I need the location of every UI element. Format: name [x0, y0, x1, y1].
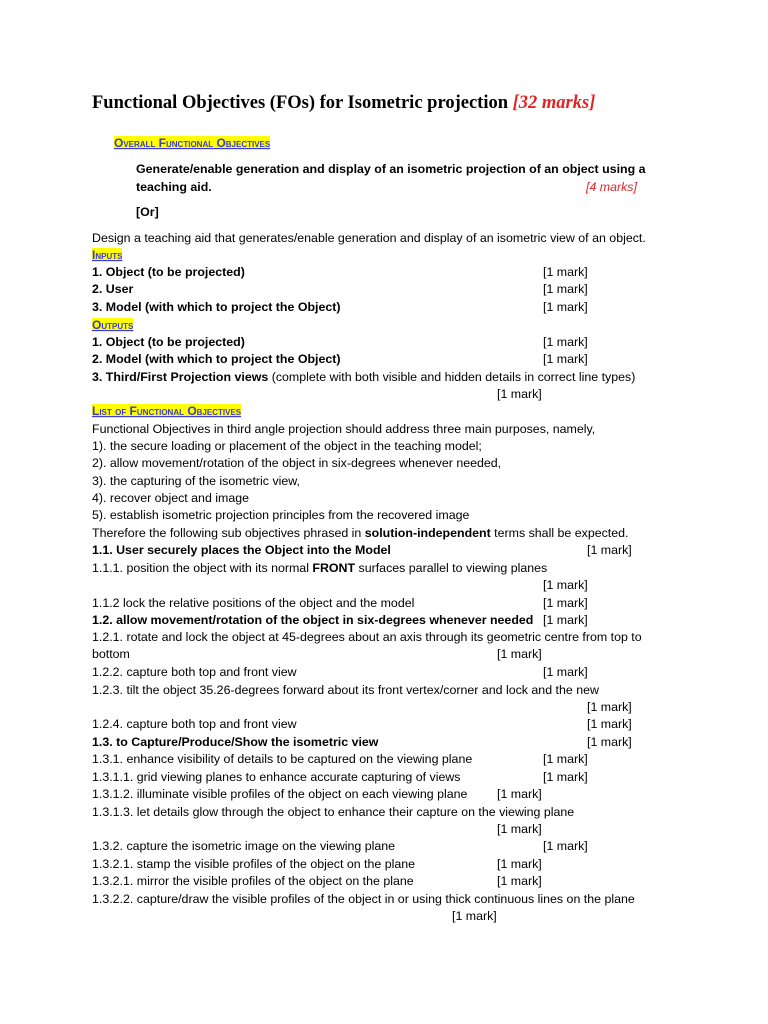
therefore-line: [92, 526, 628, 541]
o111-b: FRONT: [312, 561, 356, 575]
objective-1-2: 1.2. allow movement/rotation of the object in six-degrees whenever needed: [92, 613, 534, 627]
output-item-1-mark: [1 mark]: [543, 335, 588, 349]
output-item-3-bold: 3. Third/First Projection views: [92, 370, 269, 384]
purpose-5: 5). establish isometric projection principles from the recovered image: [92, 508, 470, 522]
output-item-3: [92, 370, 635, 385]
objective-1-3-2-2-mark: [1 mark]: [452, 909, 497, 923]
overall-line-2: teaching aid.: [136, 180, 212, 194]
overall-marks: [4 marks]: [586, 180, 637, 194]
objective-1-3-1-3-mark: [1 mark]: [497, 822, 542, 836]
design-line: Design a teaching aid that generates/enable generation and display of an isometric view of an object.: [92, 231, 646, 245]
title-text: Functional Objectives (FOs) for Isometric projection: [92, 93, 513, 113]
purpose-1: 1). the secure loading or placement of the object in the teaching model;: [92, 439, 482, 453]
overall-line-1: Generate/enable generation and display of an isometric projection of an object using a: [136, 162, 646, 176]
objective-1-3-2-1-stamp-mark: [1 mark]: [497, 857, 542, 871]
output-item-3-rest: (complete with both visible and hidden details in correct line types): [268, 370, 636, 384]
output-item-2: 2. Model (with which to project the Object): [92, 352, 341, 366]
input-item-2: 2. User: [92, 282, 134, 296]
overall-heading-line: [114, 136, 270, 151]
o111-c: surfaces parallel to viewing planes: [355, 561, 548, 575]
objective-1-3: 1.3. to Capture/Produce/Show the isometric view: [92, 735, 379, 749]
overall-heading: Overall Functional Objectives: [114, 136, 271, 150]
objective-1-2-1-mark: [1 mark]: [497, 647, 542, 661]
purpose-3: 3). the capturing of the isometric view,: [92, 474, 300, 488]
input-item-1-mark: [1 mark]: [543, 265, 588, 279]
input-item-3-mark: [1 mark]: [543, 300, 588, 314]
list-heading-line: [92, 404, 241, 419]
objective-1-3-1: 1.3.1. enhance visibility of details to be captured on the viewing plane: [92, 752, 473, 766]
objective-1-2-4: 1.2.4. capture both top and front view: [92, 717, 297, 731]
objective-1-3-2-1-mirror: 1.3.2.1. mirror the visible profiles of the object on the plane: [92, 874, 414, 888]
objective-1-3-1-1-mark: [1 mark]: [543, 770, 588, 784]
objective-1-2-mark: [1 mark]: [543, 613, 588, 627]
o111-a: 1.1.1. position the object with its normal: [92, 561, 313, 575]
input-item-2-mark: [1 mark]: [543, 282, 588, 296]
objective-1-3-2: 1.3.2. capture the isometric image on the viewing plane: [92, 839, 396, 853]
objective-1-3-1-2: 1.3.1.2. illuminate visible profiles of the object on each viewing plane: [92, 787, 468, 801]
objective-1-3-1-3: 1.3.1.3. let details glow through the object to enhance their capture on the viewing plane: [92, 805, 575, 819]
output-item-3-mark: [1 mark]: [497, 387, 542, 401]
objective-1-2-3-mark: [1 mark]: [587, 700, 632, 714]
output-item-2-mark: [1 mark]: [543, 352, 588, 366]
inputs-heading: Inputs: [92, 248, 123, 262]
inputs-heading-line: [92, 248, 122, 263]
page-title: [92, 93, 595, 114]
objective-1-1: 1.1. User securely places the Object into the Model: [92, 543, 391, 557]
outputs-heading-line: [92, 318, 133, 333]
purpose-2: 2). allow movement/rotation of the object in six-degrees whenever needed,: [92, 456, 502, 470]
output-item-1: 1. Object (to be projected): [92, 335, 245, 349]
therefore-b: solution-independent: [364, 526, 491, 540]
objective-1-2-3: 1.2.3. tilt the object 35.26-degrees forward about its front vertex/corner and lock and the new: [92, 683, 599, 697]
objective-1-1-2: 1.1.2 lock the relative positions of the object and the model: [92, 596, 415, 610]
objective-1-1-1-mark: [1 mark]: [543, 578, 588, 592]
list-heading: List of Functional Objectives: [92, 404, 242, 418]
objective-1-3-1-2-mark: [1 mark]: [497, 787, 542, 801]
objective-1-1-1: [92, 561, 547, 576]
objective-1-2-1-cont: bottom: [92, 647, 130, 661]
overall-or: [Or]: [136, 205, 159, 219]
objective-1-2-1: 1.2.1. rotate and lock the object at 45-degrees about an axis through its geometric centre from top to: [92, 630, 642, 644]
objective-1-2-4-mark: [1 mark]: [587, 717, 632, 731]
outputs-heading: Outputs: [92, 318, 134, 332]
therefore-a: Therefore the following sub objectives phrased in: [92, 526, 365, 540]
objective-1-2-2-mark: [1 mark]: [543, 665, 588, 679]
objective-1-3-1-1: 1.3.1.1. grid viewing planes to enhance accurate capturing of views: [92, 770, 461, 784]
title-marks: [32 marks]: [512, 93, 596, 113]
input-item-1: 1. Object (to be projected): [92, 265, 245, 279]
objective-1-1-mark: [1 mark]: [587, 543, 632, 557]
list-intro: Functional Objectives in third angle projection should address three main purposes, namely,: [92, 422, 596, 436]
purpose-4: 4). recover object and image: [92, 491, 250, 505]
objective-1-3-mark: [1 mark]: [587, 735, 632, 749]
objective-1-1-2-mark: [1 mark]: [543, 596, 588, 610]
input-item-3: 3. Model (with which to project the Object): [92, 300, 341, 314]
therefore-c: terms shall be expected.: [490, 526, 629, 540]
objective-1-3-2-2: 1.3.2.2. capture/draw the visible profiles of the object in or using thick continuous lines on the plane: [92, 892, 635, 906]
objective-1-3-2-1-mirror-mark: [1 mark]: [497, 874, 542, 888]
objective-1-3-1-mark: [1 mark]: [543, 752, 588, 766]
objective-1-3-2-mark: [1 mark]: [543, 839, 588, 853]
objective-1-2-2: 1.2.2. capture both top and front view: [92, 665, 297, 679]
objective-1-3-2-1-stamp: 1.3.2.1. stamp the visible profiles of the object on the plane: [92, 857, 416, 871]
